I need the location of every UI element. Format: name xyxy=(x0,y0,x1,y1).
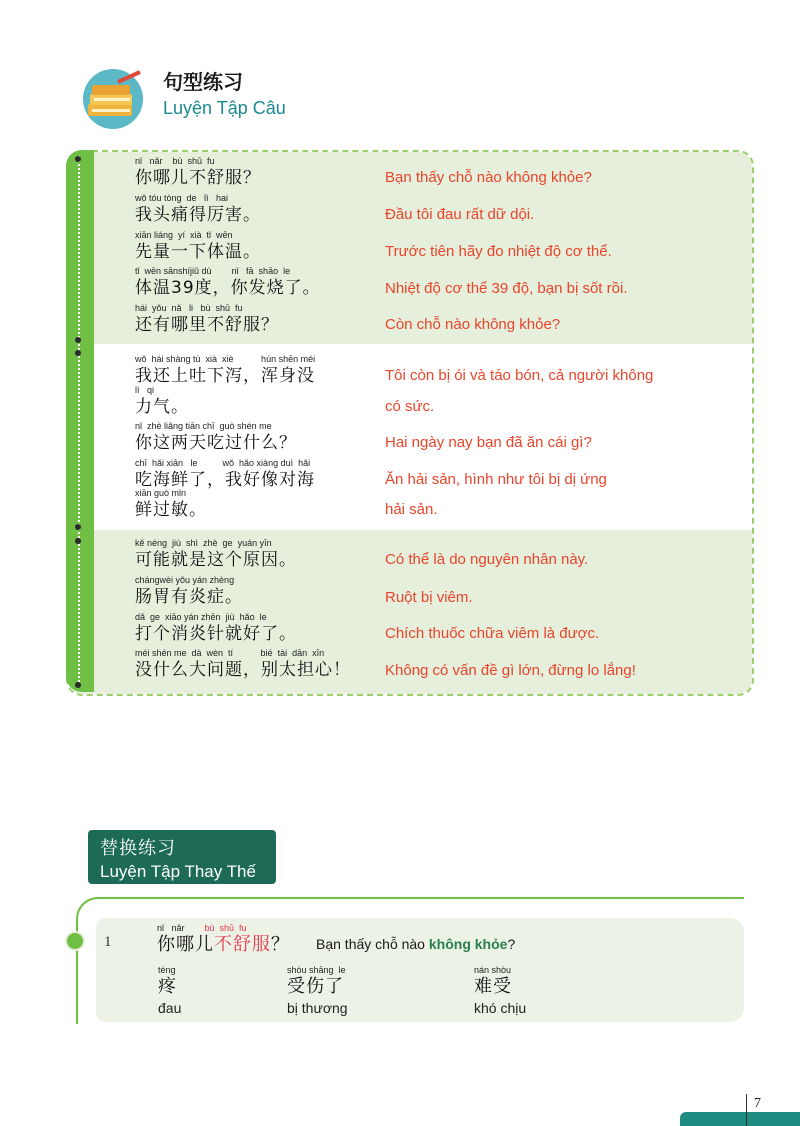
chinese-text: 你哪儿 xyxy=(157,934,214,955)
chinese-text: 可能就是这个原因。 xyxy=(135,550,297,570)
pinyin: wǒ tóu tòng de lì hai xyxy=(135,193,229,203)
pinyin: nǐ zhè liǎng tiān chī guò shén me xyxy=(135,421,272,431)
vietnamese-translation: có sức. xyxy=(385,398,435,415)
option-chinese: 难受 xyxy=(474,976,512,997)
dialogue-line xyxy=(135,192,261,226)
vietnamese-translation: Hai ngày nay bạn đã ăn cái gì? xyxy=(385,434,592,451)
option-vietnamese: đau xyxy=(158,1000,182,1016)
footer-bar xyxy=(680,1112,800,1126)
books-icon xyxy=(78,68,148,130)
dialogue-line xyxy=(135,229,261,263)
chinese-text: 鲜过敏。 xyxy=(135,500,207,520)
spine-dot xyxy=(75,156,81,162)
chinese-text: 肠胃有炎症。 xyxy=(135,587,243,607)
option-pinyin: shòu shāng le xyxy=(287,965,346,975)
dialogue-line xyxy=(135,457,315,491)
pinyin: nǐ nǎr bù shū fu xyxy=(135,156,215,166)
chinese-text: 没什么大问题，别太担心！ xyxy=(135,660,351,680)
option-pinyin: téng xyxy=(158,965,176,975)
pinyin: lì qi xyxy=(135,385,155,395)
translation-highlight: không khỏe xyxy=(428,936,508,952)
dialogue-line xyxy=(135,574,243,608)
chinese-highlight: 不舒服 xyxy=(214,934,271,955)
pinyin: méi shén me dà wèn tí bié tài dān xīn xyxy=(135,648,325,658)
option-pinyin: nán shòu xyxy=(474,965,512,975)
option-vietnamese: bị thương xyxy=(287,1000,348,1016)
chinese-text: 吃海鲜了，我好像对海 xyxy=(135,470,315,490)
substitution-translation xyxy=(316,936,515,952)
spine-dot xyxy=(75,524,81,530)
pinyin: kě néng jiù shì zhè ge yuán yīn xyxy=(135,538,272,548)
spine-dot xyxy=(75,337,81,343)
dialogue-line xyxy=(135,353,315,387)
translation-text: Bạn thấy chỗ nào xyxy=(316,936,429,952)
vietnamese-translation: Chích thuốc chữa viêm là được. xyxy=(385,625,600,642)
exercise-number: 1 xyxy=(104,934,112,950)
dialogue-line xyxy=(135,611,297,645)
vietnamese-translation: Trước tiên hãy đo nhiệt độ cơ thể. xyxy=(385,243,612,260)
vietnamese-translation: Bạn thấy chỗ nào không khỏe? xyxy=(385,169,592,186)
option-item xyxy=(287,964,348,1016)
spine-dot xyxy=(75,682,81,688)
chinese-text: 我头痛得厉害。 xyxy=(135,205,261,225)
vietnamese-translation: Không có vấn đề gì lớn, đừng lo lắng! xyxy=(385,662,636,679)
option-item xyxy=(474,964,526,1016)
dialogue-line xyxy=(135,537,297,571)
chinese-text: 打个消炎针就好了。 xyxy=(135,624,297,644)
dialogue-line xyxy=(135,487,207,521)
spine-dotted-line xyxy=(78,156,80,686)
vietnamese-translation: Có thể là do nguyên nhân này. xyxy=(385,551,589,568)
option-vietnamese: khó chịu xyxy=(474,1000,527,1016)
footer-separator xyxy=(746,1094,747,1126)
vietnamese-translation: Còn chỗ nào không khỏe? xyxy=(385,316,561,333)
option-item xyxy=(158,964,181,1016)
pinyin: hái yǒu nǎ li bù shū fu xyxy=(135,303,243,313)
dialogue-line xyxy=(135,265,321,299)
section-title-vietnamese: Luyện Tập Câu xyxy=(163,98,286,118)
pinyin: xiān liáng yí xià tǐ wēn xyxy=(135,230,233,240)
vietnamese-translation: Nhiệt độ cơ thể 39 độ, bạn bị sốt rồi. xyxy=(385,280,628,297)
substitution-sentence xyxy=(157,922,290,956)
chinese-text: 还有哪里不舒服？ xyxy=(135,315,279,335)
bullet-circle-icon xyxy=(65,931,85,951)
chinese-text: 力气。 xyxy=(135,397,189,417)
chinese-text: 你这两天吃过什么？ xyxy=(135,433,297,453)
vietnamese-translation: Tôi còn bị ói và táo bón, cả người không xyxy=(385,367,654,384)
chinese-text: 体温39度，你发烧了。 xyxy=(135,278,321,298)
spine-dot xyxy=(75,538,81,544)
dialogue-spine xyxy=(66,150,94,692)
translation-punctuation: ? xyxy=(507,936,516,952)
section-title-chinese: 句型练习 xyxy=(163,70,243,94)
dialogue-line xyxy=(135,384,189,418)
divider-line xyxy=(96,897,744,899)
chinese-text: 我还上吐下泻，浑身没 xyxy=(135,366,315,386)
substitution-title-chinese: 替换练习 xyxy=(100,838,176,859)
vietnamese-translation: Ruột bị viêm. xyxy=(385,589,473,606)
pinyin: tǐ wēn sānshíjiǔ dù nǐ fā shāo le xyxy=(135,266,291,276)
dialogue-line xyxy=(135,420,297,454)
vietnamese-translation: Ăn hải sản, hình như tôi bị dị ứng xyxy=(385,471,607,488)
pinyin: dǎ ge xiāo yán zhēn jiù hǎo le xyxy=(135,612,267,622)
dialogue-line xyxy=(135,155,261,189)
option-chinese: 疼 xyxy=(158,976,177,997)
pinyin: nǐ nǎr xyxy=(157,923,185,933)
chinese-punctuation: ？ xyxy=(271,934,290,955)
pinyin: wǒ hái shàng tù xià xiè hún shēn méi xyxy=(135,354,316,364)
spine-dot xyxy=(75,350,81,356)
substitution-title-vietnamese: Luyện Tập Thay Thế xyxy=(100,862,256,881)
option-chinese: 受伤了 xyxy=(287,976,344,997)
dialogue-line xyxy=(135,647,351,681)
pinyin: xiān guò mǐn xyxy=(135,488,187,498)
pinyin: chī hǎi xiān le wǒ hǎo xiàng duì hǎi xyxy=(135,458,311,468)
page-number: 7 xyxy=(754,1096,761,1111)
vietnamese-translation: hải sản. xyxy=(385,501,438,518)
dialogue-line xyxy=(135,302,279,336)
pinyin-highlight: bù shū fu xyxy=(204,923,247,933)
chinese-text: 你哪儿不舒服？ xyxy=(135,168,261,188)
vietnamese-translation: Đầu tôi đau rất dữ dội. xyxy=(385,206,535,223)
chinese-text: 先量一下体温。 xyxy=(135,242,261,262)
pinyin: chángwèi yǒu yán zhèng xyxy=(135,575,235,585)
